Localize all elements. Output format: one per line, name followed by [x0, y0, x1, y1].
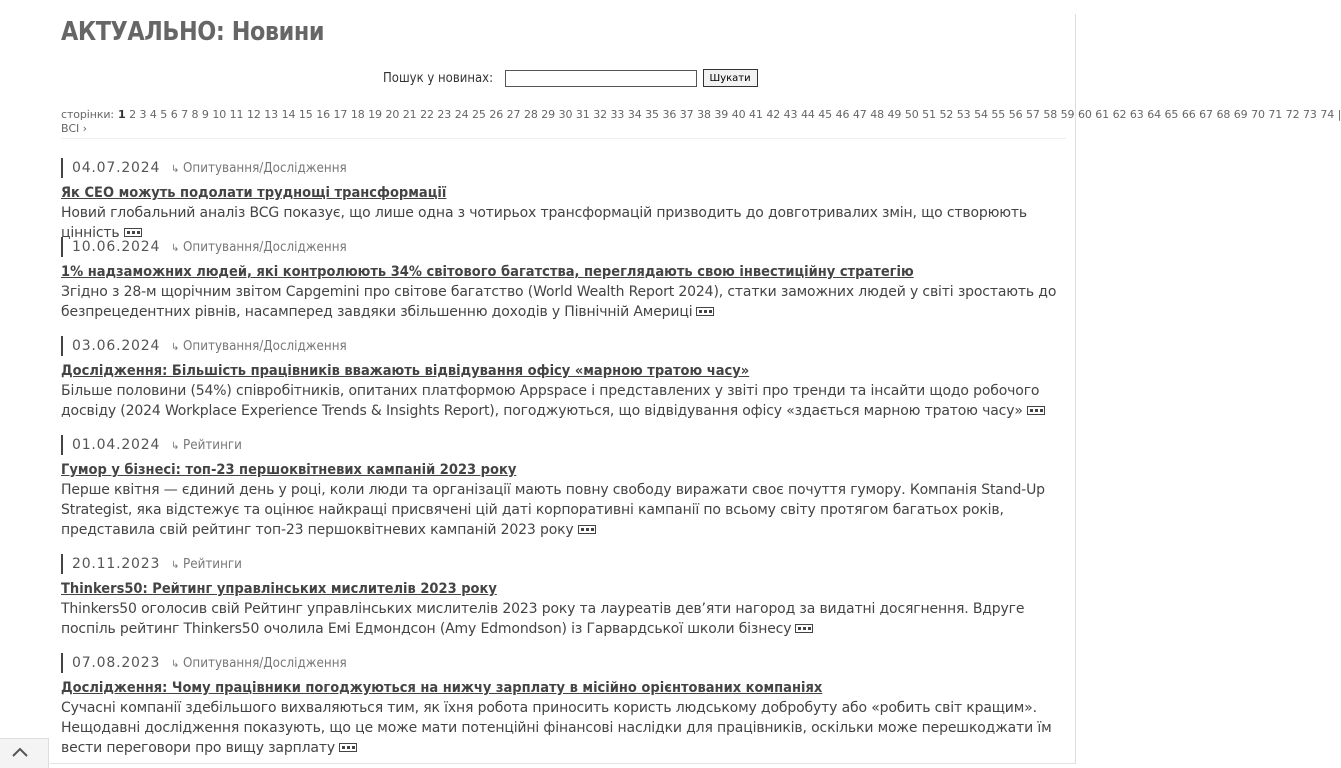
pagination [61, 108, 1341, 136]
page-link[interactable]: 42 [766, 108, 781, 121]
page-link[interactable]: 27 [506, 108, 521, 121]
page-link[interactable]: 7 [181, 108, 189, 121]
page-link[interactable]: 37 [679, 108, 694, 121]
page-link[interactable]: 74 [1320, 108, 1335, 121]
page-link[interactable]: 4 [149, 108, 157, 121]
page-link[interactable]: 70 [1251, 108, 1265, 121]
news-meta [61, 653, 1066, 673]
news-summary [61, 698, 1066, 758]
news-category[interactable] [171, 557, 247, 572]
news-date: 07.08.2023 [61, 653, 160, 673]
news-title-link[interactable]: Дослідження: Чому працівники погоджуються на нижчу зарплату в місійно орієнтованих компаніях [61, 680, 823, 696]
page-link[interactable]: 5 [160, 108, 168, 121]
page-link[interactable]: 39 [714, 108, 729, 121]
news-title-link[interactable]: Дослідження: Більшість працівників вважають відвідування офісу «марною тратою часу» [61, 363, 750, 379]
page-link[interactable]: 65 [1164, 108, 1179, 121]
news-title-link[interactable]: Як CEO можуть подолати труднощі трансформації [61, 185, 447, 201]
page-link[interactable]: 47 [852, 108, 867, 121]
page-link[interactable]: 72 [1285, 108, 1300, 121]
return-arrow-icon: ↳ [171, 560, 180, 571]
news-category-label: Рейтинги [183, 438, 243, 453]
page-link[interactable]: 59 [1060, 108, 1075, 121]
page-link[interactable]: 20 [385, 108, 400, 121]
news-category[interactable] [171, 438, 247, 453]
news-title-link[interactable]: 1% надзаможних людей, які контролюють 34% світового багатства, переглядають свою інвестиційну стратегію [61, 264, 914, 280]
page-link[interactable]: 29 [541, 108, 556, 121]
more-icon[interactable] [124, 228, 142, 237]
news-date: 10.06.2024 [61, 237, 160, 257]
page-link[interactable]: 36 [662, 108, 677, 121]
page-link[interactable]: 62 [1112, 108, 1127, 121]
return-arrow-icon: ↳ [171, 243, 180, 254]
page-link[interactable]: 40 [731, 108, 746, 121]
page-link[interactable]: 18 [350, 108, 365, 121]
page-link[interactable]: 63 [1129, 108, 1144, 121]
more-icon[interactable] [696, 307, 714, 316]
news-date: 04.07.2024 [61, 158, 160, 178]
content-border-bottom [50, 763, 1075, 764]
news-title-link[interactable]: Thinkers50: Рейтинг управлінських мислителів 2023 року [61, 581, 497, 597]
news-item [61, 158, 1066, 243]
chevron-up-icon [12, 747, 28, 757]
content-border-right [1075, 14, 1076, 764]
page-link[interactable]: 22 [420, 108, 434, 121]
page-link[interactable]: 32 [593, 108, 608, 121]
return-arrow-icon: ↳ [171, 441, 180, 452]
page-link[interactable]: 12 [246, 108, 261, 121]
page-link[interactable]: 8 [191, 108, 199, 121]
page-link[interactable]: 13 [264, 108, 279, 121]
scroll-top-button[interactable] [0, 738, 49, 768]
pagination-label: сторінки: [61, 108, 115, 121]
page-link[interactable]: 64 [1147, 108, 1162, 121]
page-link[interactable]: 17 [333, 108, 348, 121]
page-link[interactable]: 57 [1026, 108, 1040, 121]
page-link[interactable]: 38 [697, 108, 711, 121]
page-link[interactable]: 10 [212, 108, 227, 121]
chevron-right-icon[interactable]: › [82, 122, 87, 135]
page-link[interactable]: 26 [489, 108, 504, 121]
news-category-label: Опитування/Дослідження [183, 161, 348, 176]
return-arrow-icon: ↳ [171, 659, 180, 670]
news-category[interactable] [171, 240, 361, 255]
page-link[interactable]: 58 [1043, 108, 1058, 121]
news-meta [61, 158, 1066, 178]
page-link[interactable]: 45 [818, 108, 833, 121]
page-link[interactable]: 52 [939, 108, 954, 121]
news-item [61, 336, 1066, 421]
news-summary-text: Перше квітня — єдиний день у році, коли люди та організації мають повну свободу виражати своє почуття гумору. Компанія Stand-Up Strategist, яка відстежує та оцінює найкращі присвячені цій даті корпоративні кампанії по всьому світу протягом багатьох років, представила свій рейтинг топ-23 першоквітневих кампаній 2023 року [61, 482, 1045, 538]
news-summary-text: Сучасні компанії здебільшого вихваляються тим, як їхня робота приносить користь людському добробуту або «робить світ кращим». Нещодавні дослідження показують, що це може мати потенційні фінансові наслідки для працівників, оскільки може перешкоджати їм вести переговори про вищу зарплату [61, 700, 1052, 756]
news-search-form [383, 69, 758, 87]
page-link[interactable]: 19 [368, 108, 382, 121]
page-link[interactable]: 66 [1181, 108, 1196, 121]
page-link[interactable]: 15 [298, 108, 313, 121]
news-item [61, 435, 1066, 540]
page-link[interactable]: 55 [991, 108, 1006, 121]
news-item [61, 554, 1066, 639]
page-link[interactable]: 49 [887, 108, 902, 121]
news-summary [61, 282, 1066, 322]
news-category-label: Опитування/Дослідження [183, 656, 348, 671]
page-link[interactable]: 16 [316, 108, 331, 121]
page-link[interactable]: 9 [201, 108, 209, 121]
news-date: 20.11.2023 [61, 554, 160, 574]
page-link[interactable]: 30 [558, 108, 573, 121]
search-label: Пошук у новинах: [383, 70, 494, 86]
page-link[interactable]: 14 [281, 108, 296, 121]
page-link[interactable]: 21 [402, 108, 417, 121]
page-link[interactable]: 46 [835, 108, 850, 121]
news-category-label: Опитування/Дослідження [183, 240, 348, 255]
news-category-label: Опитування/Дослідження [183, 339, 348, 354]
search-button[interactable]: Шукати [703, 69, 758, 87]
page-link[interactable]: 31 [575, 108, 590, 121]
page-link[interactable]: 35 [645, 108, 659, 121]
page-link[interactable]: 53 [956, 108, 971, 121]
news-meta [61, 336, 1066, 356]
news-summary [61, 381, 1066, 421]
news-summary-text: Більше половини (54%) співробітників, опитаних платформою Appspace і представлених у звіті про тренди та інсайти щодо робочого досвіду (2024 Workplace Experience Trends & Insights Report), погоджуються, що відвідування офісу «здається марною тратою часу» [61, 383, 1040, 419]
page-link[interactable]: 23 [437, 108, 452, 121]
news-meta [61, 435, 1066, 455]
page-link[interactable]: 51 [922, 108, 936, 121]
news-category[interactable] [171, 339, 361, 354]
divider [61, 138, 1066, 139]
page-link[interactable]: 67 [1199, 108, 1213, 121]
news-title-link[interactable]: Гумор у бізнесі: топ-23 першоквітневих кампаній 2023 року [61, 462, 517, 478]
page-link[interactable]: 3 [139, 108, 147, 121]
more-icon[interactable] [795, 624, 813, 633]
page-link-all[interactable]: | ВСІ [61, 108, 1341, 135]
page-link[interactable]: 41 [749, 108, 763, 121]
page-link[interactable]: 48 [870, 108, 885, 121]
page-title: АКТУАЛЬНО: Новини [61, 17, 325, 47]
page-link[interactable]: 1 [118, 108, 126, 121]
page-link[interactable]: 43 [783, 108, 798, 121]
news-category[interactable] [171, 656, 361, 671]
return-arrow-icon: ↳ [171, 342, 180, 353]
page-link[interactable]: 61 [1095, 108, 1110, 121]
news-date: 03.06.2024 [61, 336, 160, 356]
news-summary-text: Згідно з 28-м щорічним звітом Capgemini про світове багатство (World Wealth Report 2024), статки заможних людей у світі зростають до безпрецедентних рівнів, насамперед завдяки збільшенню доходів у Північній Америці [61, 284, 1057, 320]
page-link[interactable]: 50 [904, 108, 919, 121]
page-link[interactable]: 11 [229, 108, 244, 121]
more-icon[interactable] [339, 743, 357, 752]
news-category[interactable] [171, 161, 361, 176]
page-link[interactable]: 2 [129, 108, 136, 121]
page-link[interactable]: 25 [472, 108, 486, 121]
news-item [61, 653, 1066, 758]
more-icon[interactable] [1027, 406, 1045, 415]
news-date: 01.04.2024 [61, 435, 160, 455]
news-summary [61, 599, 1066, 639]
page-link[interactable]: 60 [1077, 108, 1092, 121]
page-link[interactable]: 71 [1268, 108, 1283, 121]
news-summary [61, 480, 1066, 540]
news-category-label: Рейтинги [183, 557, 243, 572]
news-meta [61, 554, 1066, 574]
news-summary-text: Thinkers50 оголосив свій Рейтинг управлінських мислителів 2023 року та лауреатів дев’яти нагород за видатні досягнення. Вдруге поспіль рейтинг Thinkers50 очолила Емі Едмондсон (Amy Edmondson) із Гарвардської школи бізнесу [61, 601, 1025, 637]
page-link[interactable]: 44 [800, 108, 815, 121]
search-input[interactable] [505, 70, 697, 87]
page-link[interactable]: 68 [1216, 108, 1231, 121]
news-item [61, 237, 1066, 322]
page-link[interactable]: 28 [523, 108, 538, 121]
news-meta [61, 237, 1066, 257]
news-summary-text: Новий глобальний аналіз BCG показує, що лише одна з чотирьох трансформацій призводить до довготривалих змін, що створюють цінність [61, 205, 1028, 241]
page-link[interactable]: 56 [1008, 108, 1023, 121]
page-link[interactable]: 6 [170, 108, 178, 121]
page-link[interactable]: 24 [454, 108, 469, 121]
return-arrow-icon: ↳ [171, 164, 180, 175]
page-link[interactable]: 73 [1303, 108, 1317, 121]
page-link[interactable]: 54 [974, 108, 988, 121]
page-link[interactable]: 34 [627, 108, 642, 121]
page-link[interactable]: 69 [1233, 108, 1248, 121]
more-icon[interactable] [578, 525, 596, 534]
page-link[interactable]: 33 [610, 108, 625, 121]
